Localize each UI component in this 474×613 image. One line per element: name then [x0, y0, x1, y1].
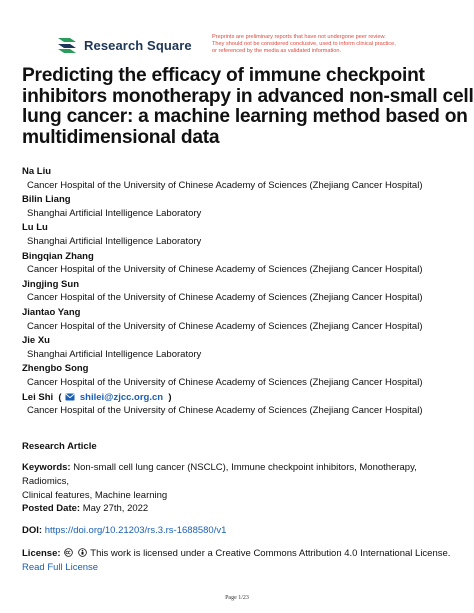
author-name: Lu Lu [22, 222, 48, 234]
title-line: inhibitors monotherapy in advanced non-small cell [22, 85, 474, 107]
article-type-label: Research Article [22, 441, 97, 452]
keywords-text: Clinical features, Machine learning [22, 490, 168, 501]
author-affiliation: Cancer Hospital of the University of Chinese Academy of Sciences (Zhejiang Cancer Hospital) [27, 292, 423, 304]
logo-text: Research Square [84, 37, 192, 53]
attribution-icon [78, 548, 87, 557]
author-affiliation: Shanghai Artificial Intelligence Laboratory [27, 207, 202, 219]
author-name: Bingqian Zhang [22, 250, 94, 262]
article-type [22, 440, 462, 454]
license-text: This work is licensed under a Creative Commons Attribution 4.0 International License. [90, 548, 451, 559]
posted-date-label: Posted Date: [22, 503, 81, 514]
author-name: Jie Xu [22, 335, 50, 347]
title-line: multidimensional data [22, 126, 220, 148]
author-list [22, 165, 462, 419]
license-label: License: [22, 548, 61, 559]
author-affiliation: Shanghai Artificial Intelligence Laboratory [27, 235, 202, 247]
title-line: Predicting the efficacy of immune checkpoint [22, 65, 425, 86]
research-square-logo-icon [56, 36, 78, 54]
title-line: lung cancer: a machine learning method based on [22, 106, 468, 127]
header [56, 34, 466, 58]
doi [22, 524, 462, 538]
author-name: Jingjing Sun [22, 278, 79, 290]
author-affiliation: Cancer Hospital of the University of Chinese Academy of Sciences (Zhejiang Cancer Hospital) [27, 264, 423, 276]
paren-open: ( [55, 391, 62, 403]
notice-line: Preprints are preliminary reports that have not undergone peer review. [212, 34, 386, 40]
author-name: Bilin Liang [22, 194, 71, 206]
corresponding-author [22, 391, 462, 405]
author-name: Jiantao Yang [22, 306, 81, 318]
doi-label: DOI: [22, 525, 43, 536]
author-affiliation: Shanghai Artificial Intelligence Laboratory [27, 348, 202, 360]
author-affiliation: Cancer Hospital of the University of Chinese Academy of Sciences (Zhejiang Cancer Hospital) [27, 320, 423, 332]
posted-date-value: May 27th, 2022 [82, 503, 149, 514]
keywords [22, 461, 462, 503]
creative-commons-icon [64, 548, 73, 557]
license [22, 547, 462, 575]
author-name: Lei Shi [22, 391, 54, 403]
author-affiliation: Cancer Hospital of the University of Chinese Academy of Sciences (Zhejiang Cancer Hospital) [27, 376, 423, 388]
author-affiliation: Cancer Hospital of the University of Chinese Academy of Sciences (Zhejiang Cancer Hospital) [27, 405, 423, 417]
keywords-text: Non-small cell lung cancer (NSCLC), Immune checkpoint inhibitors, Monotherapy, Radiomics, [22, 462, 417, 487]
posted-date [22, 502, 462, 516]
author-email-link[interactable]: shilei@zjcc.org.cn [79, 391, 164, 403]
notice-line: They should not be considered conclusive, used to inform clinical practice, [212, 41, 396, 47]
paren-close: ) [165, 391, 172, 403]
page-number: Page 1/23 [225, 595, 249, 601]
notice-line: or referenced by the media as validated information. [212, 48, 342, 54]
paper-title [22, 65, 474, 148]
read-full-license-link[interactable]: Read Full License [22, 562, 99, 573]
research-square-logo[interactable] [56, 36, 192, 54]
preprint-notice [212, 34, 462, 55]
keywords-label: Keywords: [22, 462, 71, 473]
author-name: Zhengbo Song [22, 363, 89, 375]
author-name: Na Liu [22, 166, 52, 177]
author-affiliation: Cancer Hospital of the University of Chinese Academy of Sciences (Zhejiang Cancer Hospital) [27, 179, 423, 191]
envelope-icon [65, 393, 75, 401]
doi-link[interactable]: https://doi.org/10.21203/rs.3.rs-1688580/v1 [44, 525, 227, 536]
